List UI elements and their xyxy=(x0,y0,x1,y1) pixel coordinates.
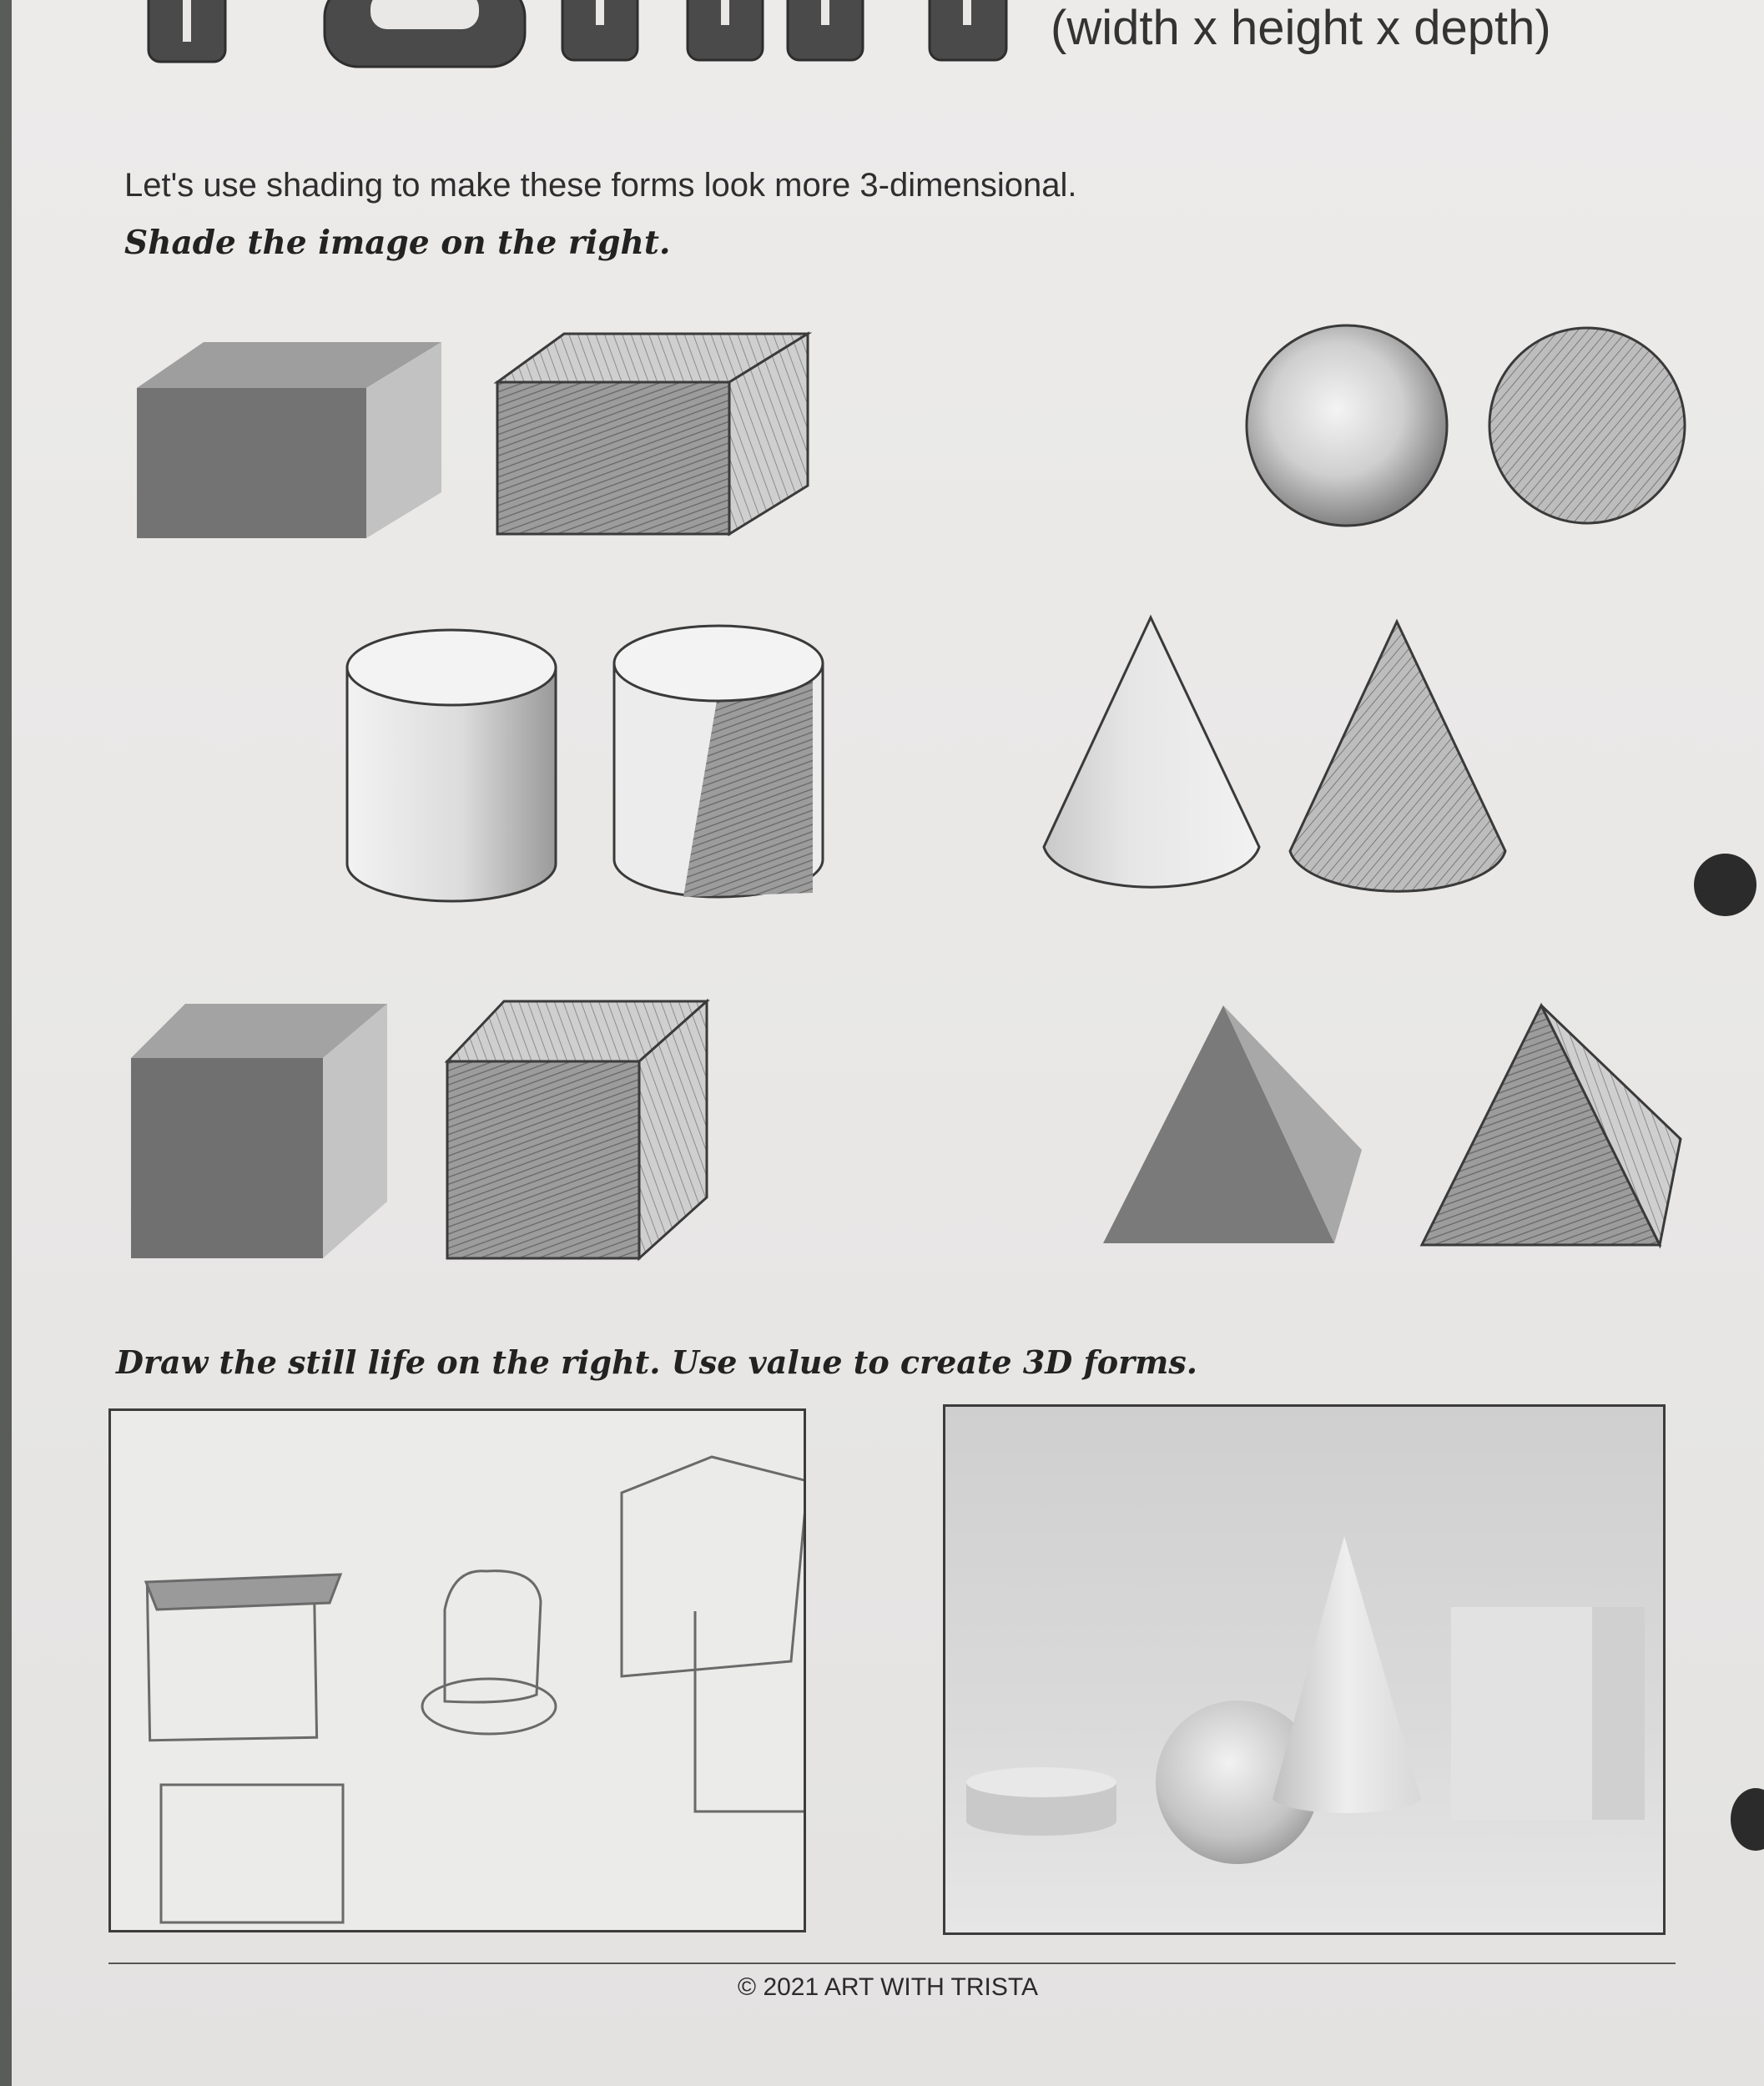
cylinder-example xyxy=(347,630,556,901)
intro-text: Let's use shading to make these forms look more 3-dimensional. xyxy=(124,167,1077,204)
cylinder-student xyxy=(614,626,823,897)
binder-hole-top xyxy=(1694,854,1756,916)
rect-prism-example xyxy=(137,342,441,538)
pyramid-student xyxy=(1422,1005,1681,1245)
cone-student xyxy=(1290,622,1505,891)
binder-hole-bottom xyxy=(1731,1788,1764,1851)
footer-divider xyxy=(108,1963,1676,1964)
dimension-note: (width x height x depth) xyxy=(1051,1,1551,55)
student-sketch xyxy=(111,1411,804,1930)
sphere-student xyxy=(1489,328,1685,523)
copyright-footer: © 2021 ART WITH TRISTA xyxy=(738,1973,1038,2001)
shade-instruction: Shade the image on the right. xyxy=(124,224,671,262)
still-life-instruction: Draw the still life on the right. Use value to create 3D forms. xyxy=(116,1343,1198,1381)
sphere-example xyxy=(1247,325,1447,526)
still-life-reference-photo xyxy=(943,1404,1666,1935)
rect-prism-student xyxy=(497,334,808,534)
student-drawing-box xyxy=(108,1408,806,1932)
shading-exercise-shapes xyxy=(12,0,1764,1302)
cube-example xyxy=(131,1004,387,1258)
still-life-photo-graphic xyxy=(945,1407,1663,1932)
cone-example xyxy=(1044,617,1259,887)
worksheet-page xyxy=(12,0,1764,2086)
pyramid-example xyxy=(1103,1005,1362,1243)
cube-student xyxy=(447,1001,707,1258)
